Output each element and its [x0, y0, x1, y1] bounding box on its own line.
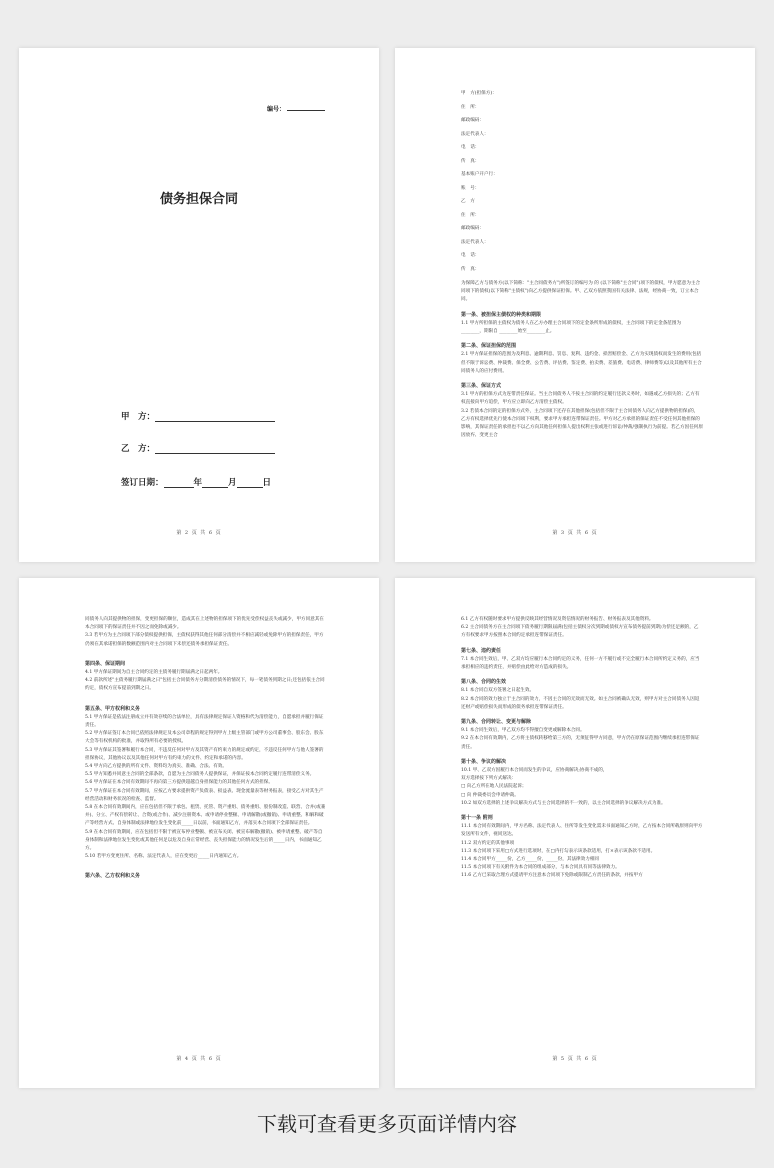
party-a-line-5: 电 话：: [461, 145, 480, 150]
party-b-line-3: 邮政编码：: [461, 226, 484, 231]
party-b-info: [461, 198, 489, 279]
party-b-line-5: 电 话：: [461, 253, 480, 258]
page-footer: 第 4 页 共 6 页: [176, 1056, 222, 1062]
clause: 11.1 本合同有效期间内，甲方名称、法定代表人、住所等发生变化需未书面通知乙方时，乙方按本合同所载原则向甲方发送所有文件，视同送达。: [461, 824, 703, 838]
section-heading: 第四条、保证期间: [85, 660, 126, 667]
contract-number-label: 编号：: [266, 106, 285, 113]
clause: 1.1 甲方所担保的主债权为债务人在乙方办理主合同项下的定金条所形成的债权，主合同项下的定金条范围为________，期限自 ________始至________止。: [461, 320, 682, 335]
document-page-4: [395, 578, 755, 1088]
clause: 5.8 在本合同有效期间内，应在包括但不限于承包、租赁、托管、资产重组、债务重组、股份制改造、联营、合并(或兼并)、分立、产权有偿转让、合资(或合作)、减少注册资本、或申请停业整顿、申请解散(或撤销)、申请重整、和解和破产等经营方式、自身体制或法律地位发生变化前_____日以前，书面通知乙方，并落实本合同项下全部保证责任。: [85, 805, 326, 827]
clause: 5.4 甲方向乙方提供的所有文件、资料均为真实、准确、合法、有效。: [85, 764, 227, 770]
contract-title: 债务担保合同: [159, 192, 238, 207]
party-b-line-2: 住 所：: [461, 212, 480, 218]
party-a-line-2: 住 所：: [461, 104, 480, 110]
section-heading: 第二条、保证担保的范围: [461, 343, 517, 350]
section-heading: 第十条、争议的解决: [461, 758, 507, 765]
page-footer: 第 3 页 共 6 页: [552, 530, 598, 536]
clause: 5.3 甲方保证其签署和履行本合同，不违反任何对甲方及其资产有约束力的规定或约定，不违反任何甲方与他人签署的担保协议，其他协议以及其他任何对甲方有约束力的文件、约定和承诺的内容。: [85, 747, 324, 761]
spacer: [85, 694, 327, 699]
document-page-2: [395, 48, 755, 562]
party-a-line-8: 账 号：: [461, 185, 480, 191]
clause: 10.2 如双方选择的上述争议解决方式与主合同选择的不一致的，以主合同选择的争议解决方式为准。: [461, 800, 666, 806]
sign-date-field: [121, 476, 271, 488]
clause: 双方选择按下列方式解决：: [461, 776, 517, 782]
clause: 3.1 甲方的担保方式为连带责任保证。当主合同债务人不按主合同的约定履行还款义务时，如遇或乙方损失的；乙方有权直接向甲方追偿，甲方应立即向乙方清偿主债权。: [461, 392, 700, 406]
day-label: 日: [262, 478, 272, 488]
party-a-field: [121, 410, 275, 422]
spacer: [85, 649, 327, 654]
clause: 5.6 甲方保证在本合同有效期间不再向第三方提供超越自身担保能力的其他任何方式的担保。: [85, 780, 273, 786]
clause: 9.2 在本合同有效期内，乙方将主债权转移给第三方的，无须征得甲方同意，甲方仍在原保证范围内继续承担连带保证责任。: [461, 736, 700, 750]
section-heading: 第七条、违约责任: [461, 647, 502, 654]
checkbox-option: □ 向 仲裁委员会申请仲裁。: [461, 792, 519, 798]
sign-date-label: 签订日期：: [121, 478, 164, 488]
document-page-3: [19, 578, 379, 1088]
clause: 8.1 本合同自双方签署之日起生效。: [461, 688, 535, 694]
clause: 3.3 若甲方为主合同项下部分债权提供担保，主债权获得其他任何部分清偿并不相应减轻或免除甲方的担保责任，甲方仍须在其承诺担保的数额范围内对主合同项下未偿还债务承担保证责任。: [85, 633, 324, 647]
section-heading: 第八条、合同的生效: [461, 679, 507, 686]
clause: 7.1 本合同生效后，甲、乙双方均应履行本合同约定的义务，任何一方不履行或不完全履行本合同所约定义务的，应当承担相应的违约责任，并赔偿由此给对方造成的损失。: [461, 656, 700, 671]
document-page-cover: [19, 48, 379, 562]
party-a-line-1: 甲 方(担保方)：: [461, 91, 497, 96]
checkbox-option: □ 向乙方所在地人民法院起诉；: [461, 784, 527, 790]
clause: 4.1 甲方保证期间为自主合同约定的主债务履行期届满之日起两年。: [85, 670, 223, 676]
party-b-line-4: 法定代表人：: [461, 239, 489, 245]
party-a-line: [155, 412, 275, 422]
clause: 3.2 若债本合同的定的担保方式外，主合同项下还存在其他担保(包括但不限于主合同债务人向乙方提供物的担保)的，乙方有权选择优先行使本合同项下权利，要求甲方承担连带保证责任。甲方对乙方承担的保证责任不受任何其他担保的影响，其保证责任的承担也不以乙方向其他任何担保人提出权利主张或进行诉讼/仲裁/强制执行为前提。若乙方因任何原因放弃、变更主合: [461, 408, 703, 439]
month-label: 月: [228, 478, 237, 488]
clause: 同债务人向其提供物的担保，变更担保的顺位，造成其在上述物的担保项下的优先受偿权益丧失或减少，甲方同意其在本合同项下的保证责任并不因之而免除或减少。: [85, 617, 324, 631]
party-b-line-1: 乙 方: [461, 199, 475, 204]
page-footer: 第 2 页 共 6 页: [176, 530, 222, 536]
party-a-line-4: 法定代表人：: [461, 131, 489, 137]
clause: 8.2 本合同的效力独立于主合同的效力，不因主合同的无效而无效。如主合同被确认无效，则甲方对主合同债务人因返还财产或赔偿损失而形成的债务承担连带保证责任。: [461, 696, 700, 710]
party-a-line-3: 邮政编码：: [461, 118, 484, 123]
month-line: [202, 478, 228, 488]
clause: 4.2 前款所述"主债务履行期届满之日"包括主合同债务方分期清偿债务的情况下，每一笔债务到期之日;还包括依主合同约定，债权方宣布提前到期之日。: [85, 678, 325, 692]
party-a-line-7: 基本账户开户行：: [461, 172, 498, 177]
year-label: 年: [193, 478, 203, 488]
section-heading: 第十一条 附则: [461, 815, 493, 822]
section-heading: 第五条、甲方权利和义务: [85, 705, 141, 712]
clause: 5.1 甲方保证是依法注册成立并有效存续的合法单位，具有法律规定保证人资格和代为清偿能力，自愿承担并履行保证责任。: [85, 714, 324, 729]
clause: 5.2 甲方保证签订本合同已依照法律规定及本公司章程的规定得到甲方上级主管部门或甲方公司董事会、股东会、股东大会等有权机构的批准，并取得所有必要的授权。: [85, 731, 324, 745]
clause: 5.5 甲方知悉并同意主合同的全部条款，自愿为主合同债务人提供保证，并保证按本合同约定履行连带清偿义务。: [85, 772, 315, 778]
section-heading: 第一条、被担保主债权的种类和期限: [461, 311, 542, 318]
clause: 11.4 本合同甲方_____份，乙方_____份，_____份，其法律效力相同: [461, 857, 600, 863]
clause: 6.2 主合同债务方在主合同项下债务履行期限届满(包括主债权分次到期或债权方宣布债务提前到期)为偿还足额的，乙方有权要求甲方按照本合同约定承担连带保证责任。: [461, 625, 699, 639]
section-heading: 第九条、合同转让、变更与解除: [461, 719, 532, 726]
intro-paragraph: 为保障乙方与债务方(以下简称："主合同债务方")所签订的编号为 的 (以下简称"主合同")项下的债权，甲方愿意为主合同项下的债权(以下简称"主债权")向乙方提供保证担保。甲、乙双方依照我国有关法律、法规，经协商一致，订立本合同。: [461, 281, 701, 303]
party-b-line-6: 传 真：: [461, 266, 480, 272]
contract-number: [267, 104, 325, 113]
spacer: [85, 861, 327, 866]
party-b-label: 乙 方：: [121, 444, 156, 454]
party-b-line: [155, 444, 275, 454]
party-b-field: [121, 442, 275, 454]
clause: 9.1 本合同生效后，甲乙双方均不得擅自变更或解除本合同。: [461, 728, 585, 734]
page-2-body: [461, 280, 703, 440]
clause: 5.9 在本合同有效期间，应在包括但不限于被宣布停业整顿、被宣布关闭、被宣布解散(撤销)、被申请重整、破产等自身体制和法律地位发生变化或其他任何足以危及自身正常经营、丧失担保能力的情况发生后的_____日内，书面通知乙方。: [85, 829, 323, 852]
clause: 11.2 双方约定的其他事项: [461, 840, 515, 846]
party-a-info: [461, 90, 498, 198]
clause: 2.1 甲方保证担保的范围为及利息、逾期利息、罚息、复利、违约金、损害赔偿金、乙方为实现债权而发生的费用(包括但不限于诉讼费、仲裁费、保全费、公告费、评估费、鉴定费、拍卖费、差旅费、电话费、律师费等)以及其他所有主合同债务人的应付费用。: [461, 352, 702, 374]
section-heading: 第六条、乙方权利和义务: [85, 873, 141, 880]
page-4-body: [461, 616, 703, 881]
section-heading: 第三条、保证方式: [461, 383, 502, 390]
contract-number-line: [287, 110, 325, 111]
clause: 6.1 乙方有权随时要求甲方提供反映其经营情况及资信情况的财务报告、财务报表及其他资料。: [461, 617, 654, 622]
page-3-body: [85, 616, 327, 882]
year-line: [164, 478, 194, 488]
clause: 11.3 本合同项下采用□方式进行选项时，在□内打勾表示该条款适用，打×表示该条款不适用。: [461, 848, 656, 854]
party-a-label: 甲 方：: [121, 412, 156, 422]
day-line: [237, 478, 263, 488]
party-a-line-6: 传 真：: [461, 158, 480, 164]
clause: 5.10 若甲方变更住所、名称、法定代表人，应在变更后_____日内通知乙方。: [85, 854, 242, 860]
clause: 11.6 乙方已采取合理方式提请甲方注意本合同项下免除或限制乙方责任的条款，并按甲方: [461, 873, 643, 879]
download-caption: 下载可查看更多页面详情内容: [257, 1112, 517, 1136]
clause: 10.1 甲、乙双方因履行本合同而发生的争议，应协商解决;协商不成的，: [461, 768, 608, 774]
clause: 11.5 本合同项下有关附件为本合同的组成部分，与本合同具有同等法律效力。: [461, 865, 620, 871]
page-footer: 第 5 页 共 6 页: [552, 1056, 598, 1062]
clause: 5.7 甲方保证在本合同有效期间，应按乙方要求提供资产负债表、损益表、现金流量表等财务报表，接受乙方对其生产经营活动和财务状况的检查、监督。: [85, 788, 324, 802]
